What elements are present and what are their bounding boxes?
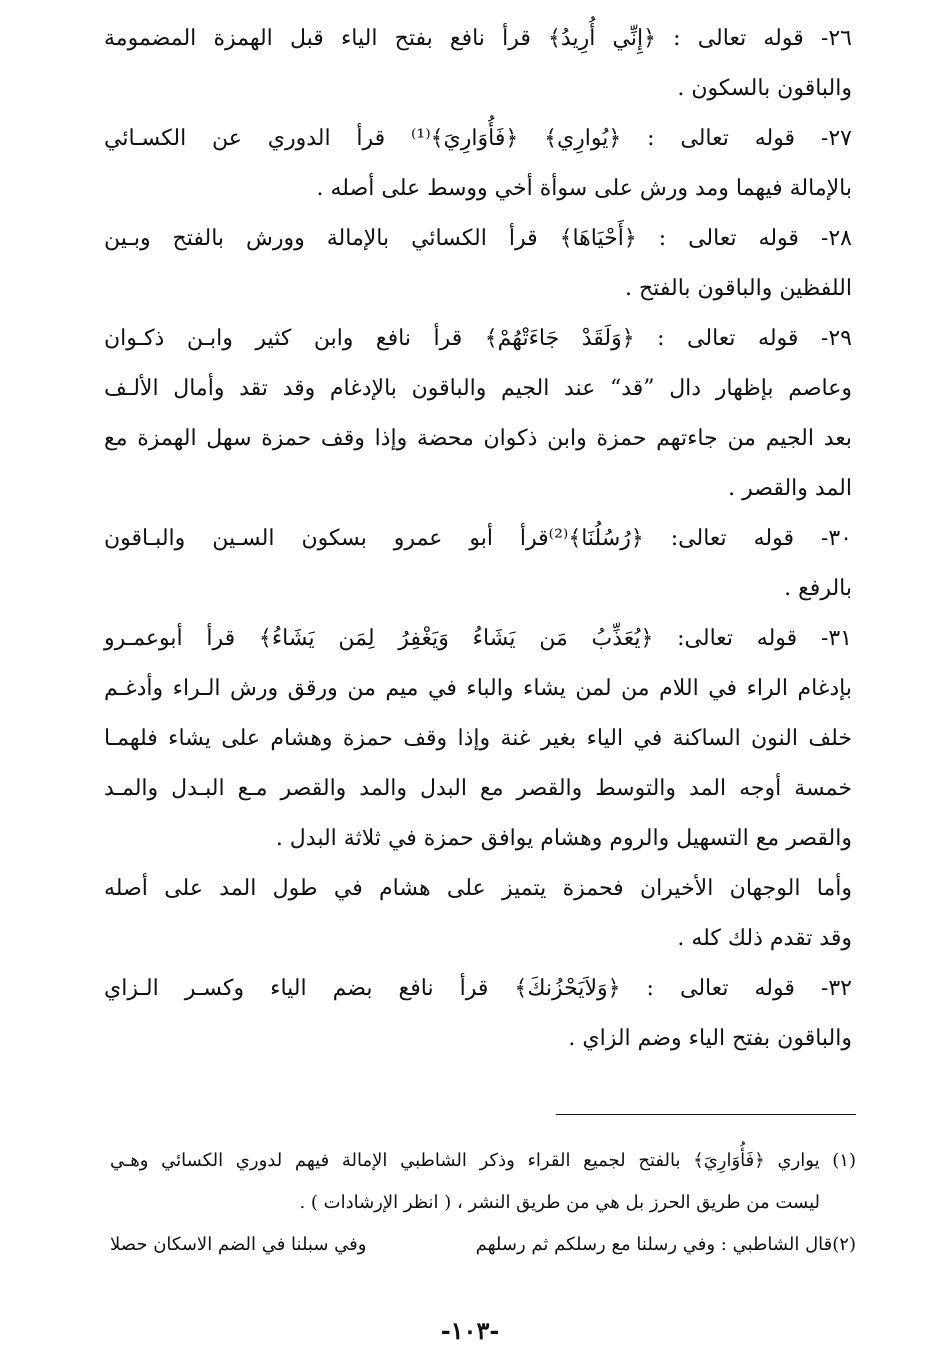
footnote-2-verse xyxy=(110,1224,856,1266)
footnote-2-hemistich-left: وفي سبلنا في الضم الاسكان حصلا xyxy=(110,1234,367,1255)
text-line: ٣٠- قوله تعالى: ﴿رُسُلُنَا﴾⁽²⁾قرأ أبو عمرو بسكون السـين والبـاقون xyxy=(104,526,852,551)
text-line: بالإمالة فيهما ومد ورش على سوأة أخي ووسط على أصله . xyxy=(316,176,852,201)
footnote-1-line-1: (١) يواري ﴿فَأُوَارِيَ﴾ بالفتح لجميع القراء وذكر الشاطبي الإمالة فيهم لدوري الكسائي وهـي xyxy=(110,1150,856,1171)
footnotes xyxy=(110,1140,856,1266)
text-line: خلف النون الساكنة في الياء بغير غنة وإذا وقف حمزة وهشام على يشاء فلهمـا xyxy=(104,726,852,751)
text-line: خمسة أوجه المد والتوسط والقصر مع البدل والمد والقصر مـع البـدل والمـد xyxy=(104,776,852,801)
text-line: المد والقصر . xyxy=(728,476,852,501)
text-line: بإدغام الراء في اللام من لمن يشاء والباء في ميم من ورقق ورش الـراء وأدغـم xyxy=(104,676,852,701)
text-line: اللفظين والباقون بالفتح . xyxy=(625,276,852,301)
footnote-2-hemistich-right: (٢)قال الشاطبي : وفي رسلنا مع رسلكم ثم رسلهم xyxy=(475,1234,856,1255)
text-line: ٣١- قوله تعالى: ﴿يُعَذِّبُ مَن يَشَاءُ وَيَغْفِرُ لِمَن يَشَاءُ﴾ قرأ أبوعمـرو xyxy=(104,626,852,651)
text-line: والقصر مع التسهيل والروم وهشام يوافق حمزة في ثلاثة البدل . xyxy=(275,826,852,851)
text-line: وقد تقدم ذلك كله . xyxy=(677,926,852,951)
text-line: وعاصم بإظهار دال ”قد“ عند الجيم والباقون بالإدغام وقد تقد وأمال الألـف xyxy=(104,376,852,401)
text-line: بعد الجيم من جاءتهم حمزة وابن ذكوان محضة وإذا وقف حمزة سهل الهمزة مع xyxy=(104,426,852,451)
text-line: ٢٧- قوله تعالى : ﴿يُوارِي﴾ ﴿فَأُوَارِيَ﴾⁽¹⁾ قرأ الدوري عن الكسـائي xyxy=(104,126,852,151)
footnote-divider xyxy=(556,1114,856,1115)
text-line: ٣٢- قوله تعالى : ﴿وَلاَيَحْزُنكَ﴾ قرأ نافع بضم الياء وكسـر الـزاي xyxy=(104,976,852,1001)
text-line: وأما الوجهان الأخيران فحمزة يتميز على هشام في طول المد على أصله xyxy=(104,876,852,901)
footnote-1-line-2: ليست من طريق الحرز بل هي من طريق النشر ، ( انظر الإرشادات ) . xyxy=(299,1192,820,1213)
main-text xyxy=(104,14,852,1064)
text-line: ٢٩- قوله تعالى : ﴿وَلَقَدْ جَاءَتْهُمْ﴾ قرأ نافع وابن كثير وابـن ذكـوان xyxy=(104,326,852,351)
text-line: والباقون بالسكون . xyxy=(677,76,852,101)
text-line: والباقون بفتح الياء وضم الزاي . xyxy=(568,1026,852,1051)
text-line: بالرفع . xyxy=(784,576,852,601)
text-line: ٢٦- قوله تعالى : ﴿إِنِّي أُرِيدُ﴾ قرأ نافع بفتح الياء قبل الهمزة المضمومة xyxy=(104,26,852,51)
text-line: ٢٨- قوله تعالى : ﴿أَحْيَاهَا﴾ قرأ الكسائي بالإمالة وورش بالفتح وبـين xyxy=(104,226,852,251)
page-number: -١٠٣- xyxy=(440,1316,500,1345)
